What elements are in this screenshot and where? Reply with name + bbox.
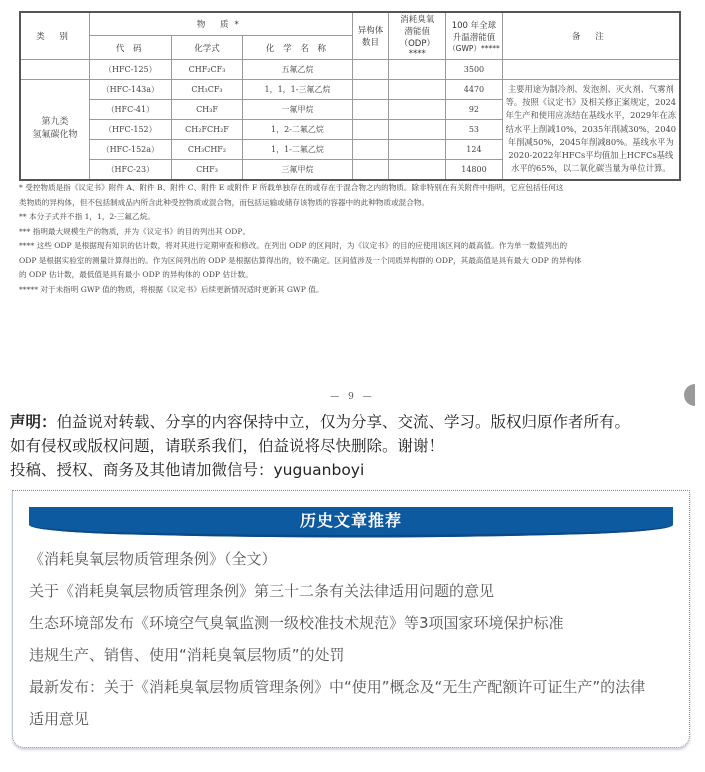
header-chem-name: 化 学 名 称 bbox=[243, 36, 352, 60]
article-link[interactable]: 关于《消耗臭氧层物质管理条例》第三十二条有关法律适用问题的意见 bbox=[29, 582, 495, 600]
header-remarks: 备 注 bbox=[502, 12, 680, 60]
code-cell: （HFC-152） bbox=[90, 120, 172, 140]
header-gwp-line1: 100 年全球 bbox=[451, 20, 497, 31]
header-odp-line3: （ODP）**** bbox=[399, 39, 435, 59]
header-odp-line1: 消耗臭氧 bbox=[400, 15, 435, 25]
gwp-cell: 4470 bbox=[446, 80, 503, 100]
statement-label: 声明： bbox=[10, 413, 57, 431]
odp-cell bbox=[389, 80, 446, 100]
footnote: * 受控物质是指《议定书》附件 A、附件 B、附件 C、附件 E 或附件 F 所载单独存在的或存在于混合物之内的物质。除非特别在有关附件中指明，它应包括任何这 bbox=[19, 183, 564, 192]
name-cell: 五氟乙烷 bbox=[243, 60, 352, 80]
name-cell: 1，1，1-三氟乙烷 bbox=[243, 80, 352, 100]
gwp-cell: 14800 bbox=[446, 160, 503, 180]
table-row bbox=[20, 80, 680, 100]
article-link[interactable]: 违规生产、销售、使用“消耗臭氧层物质”的处罚 bbox=[29, 646, 345, 664]
header-gwp-line3: （GWP）***** bbox=[448, 43, 500, 53]
copyright-statement bbox=[10, 410, 700, 482]
remarks-cell-empty bbox=[502, 60, 680, 80]
formula-cell: CH₃CHF₂ bbox=[171, 140, 243, 160]
header-code: 代 码 bbox=[90, 36, 172, 60]
odp-cell bbox=[389, 140, 446, 160]
header-odp-line2: 潜能值 bbox=[404, 27, 431, 37]
footnote: ODP 是根据实验室的测量计算得出的。作为区间列出的 ODP 是根据估算得出的，较不确定。区间值涉及一个同质异构群的 ODP，其最高值是具有最大 ODP 的异构体 bbox=[19, 255, 582, 265]
code-cell: （HFC-125） bbox=[90, 60, 172, 80]
formula-cell: CH₃F bbox=[171, 100, 243, 120]
isomers-cell bbox=[352, 140, 389, 160]
header-substance: 物 质* bbox=[90, 12, 353, 36]
gwp-cell: 3500 bbox=[446, 60, 503, 80]
header-isomers: 异构体数目 bbox=[352, 12, 389, 60]
isomers-cell bbox=[352, 120, 389, 140]
header-odp bbox=[389, 12, 446, 60]
gwp-cell: 53 bbox=[446, 120, 503, 140]
header-formula: 化学式 bbox=[171, 36, 243, 60]
footnote: **** 这些 ODP 是根据现有知识的估计数，将对其进行定期审查和修改。在列出 ODP 的区间时，为《议定书》的目的应使用该区间的最高值。作为单一数值列出的 bbox=[19, 241, 568, 250]
isomers-cell bbox=[352, 100, 389, 120]
formula-cell: CH₂FCH₂F bbox=[171, 120, 243, 140]
odp-cell bbox=[389, 160, 446, 180]
banner-title: 历史文章推荐 bbox=[299, 511, 402, 530]
article-link[interactable]: 生态环境部发布《环境空气臭氧监测一级校准技术规范》等3项国家环境保护标准 bbox=[29, 614, 564, 632]
footnote: *** 指明最大规模生产的物质，并为《议定书》的目的列出其 ODP。 bbox=[19, 226, 251, 236]
gwp-cell: 92 bbox=[446, 100, 503, 120]
substance-table bbox=[19, 11, 681, 181]
header-gwp bbox=[446, 12, 503, 60]
formula-cell: CHF₂CF₃ bbox=[171, 60, 243, 80]
statement-line-1 bbox=[10, 410, 700, 434]
code-cell: （HFC-143a） bbox=[90, 80, 172, 100]
footnotes bbox=[19, 181, 684, 297]
code-cell: （HFC-23） bbox=[90, 160, 172, 180]
statement-line-2: 如有侵权或版权问题，请联系我们，伯益说将尽快删除。谢谢！ bbox=[10, 437, 445, 455]
remarks-cell: 主要用途为制冷剂、发泡剂、灭火剂、气雾剂等。按照《议定书》及相关修正案规定，2024年生产和使用应冻结在基线水平，2029年在冻结水平上削减10%，2035年削减30%，2040年削减50%，2045年削减80%。基线水平为2020-2022年HFCs平均值加上HCFCs基线水平的65%，以二氧化碳当量为单位计算。 bbox=[502, 80, 680, 180]
code-cell: （HFC-152a） bbox=[90, 140, 172, 160]
footnote: ***** 对于未指明 GWP 值的物质，将根据《议定书》后续更新情况适时更新其 GWP 值。 bbox=[19, 284, 324, 294]
header-gwp-line2: 升温潜能值 bbox=[452, 32, 496, 43]
category-name-line2: 氢氟碳化物 bbox=[32, 130, 78, 141]
name-cell: 三氟甲烷 bbox=[243, 160, 352, 180]
category-cell bbox=[20, 80, 90, 180]
isomers-cell bbox=[352, 60, 389, 80]
table-row bbox=[20, 60, 680, 80]
footnote: 的 ODP 估计数，最低值是具有最小 ODP 的异构体的 ODP 估计数。 bbox=[19, 270, 253, 279]
side-scroll-handle[interactable] bbox=[682, 384, 705, 406]
article-link[interactable]: 《消耗臭氧层物质管理条例》（全文） bbox=[29, 550, 277, 568]
half-circle-icon bbox=[684, 384, 695, 406]
recommended-banner bbox=[29, 507, 673, 539]
article-link[interactable]: 最新发布：关于《消耗臭氧层物质管理条例》中“使用”概念及“无生产配额许可证生产”的法律适用意见 bbox=[29, 678, 646, 728]
code-cell: （HFC-41） bbox=[90, 100, 172, 120]
name-cell: 一氟甲烷 bbox=[243, 100, 352, 120]
footnote: ** 本分子式并不指 1，1，2-三氟乙烷。 bbox=[19, 212, 155, 221]
odp-cell bbox=[389, 60, 446, 80]
category-cell-empty bbox=[20, 60, 90, 80]
category-name-line1: 第九类 bbox=[41, 117, 69, 128]
recommended-list bbox=[29, 543, 659, 735]
name-cell: 1，1-二氟乙烷 bbox=[243, 140, 352, 160]
statement-line-3: 投稿、授权、商务及其他请加微信号：yuguanboyi bbox=[10, 461, 365, 479]
recommended-articles-box bbox=[12, 490, 690, 748]
formula-cell: CH₃CF₃ bbox=[171, 80, 243, 100]
footnote: 类物质的异构体，但不包括制成品内所含此种受控物质或混合物，而包括运输或储存该物质的容器中的此种物质或混合物。 bbox=[19, 197, 430, 207]
isomers-cell bbox=[352, 160, 389, 180]
formula-cell: CHF₃ bbox=[171, 160, 243, 180]
gwp-cell: 124 bbox=[446, 140, 503, 160]
name-cell: 1，2-二氟乙烷 bbox=[243, 120, 352, 140]
statement-text-1: 伯益说对转载、分享的内容保持中立，仅为分享、交流、学习。版权归原作者所有。 bbox=[56, 413, 631, 431]
odp-cell bbox=[389, 100, 446, 120]
odp-cell bbox=[389, 120, 446, 140]
header-category: 类 别 bbox=[20, 12, 90, 60]
page-number: — 9 — bbox=[330, 392, 375, 402]
isomers-cell bbox=[352, 80, 389, 100]
